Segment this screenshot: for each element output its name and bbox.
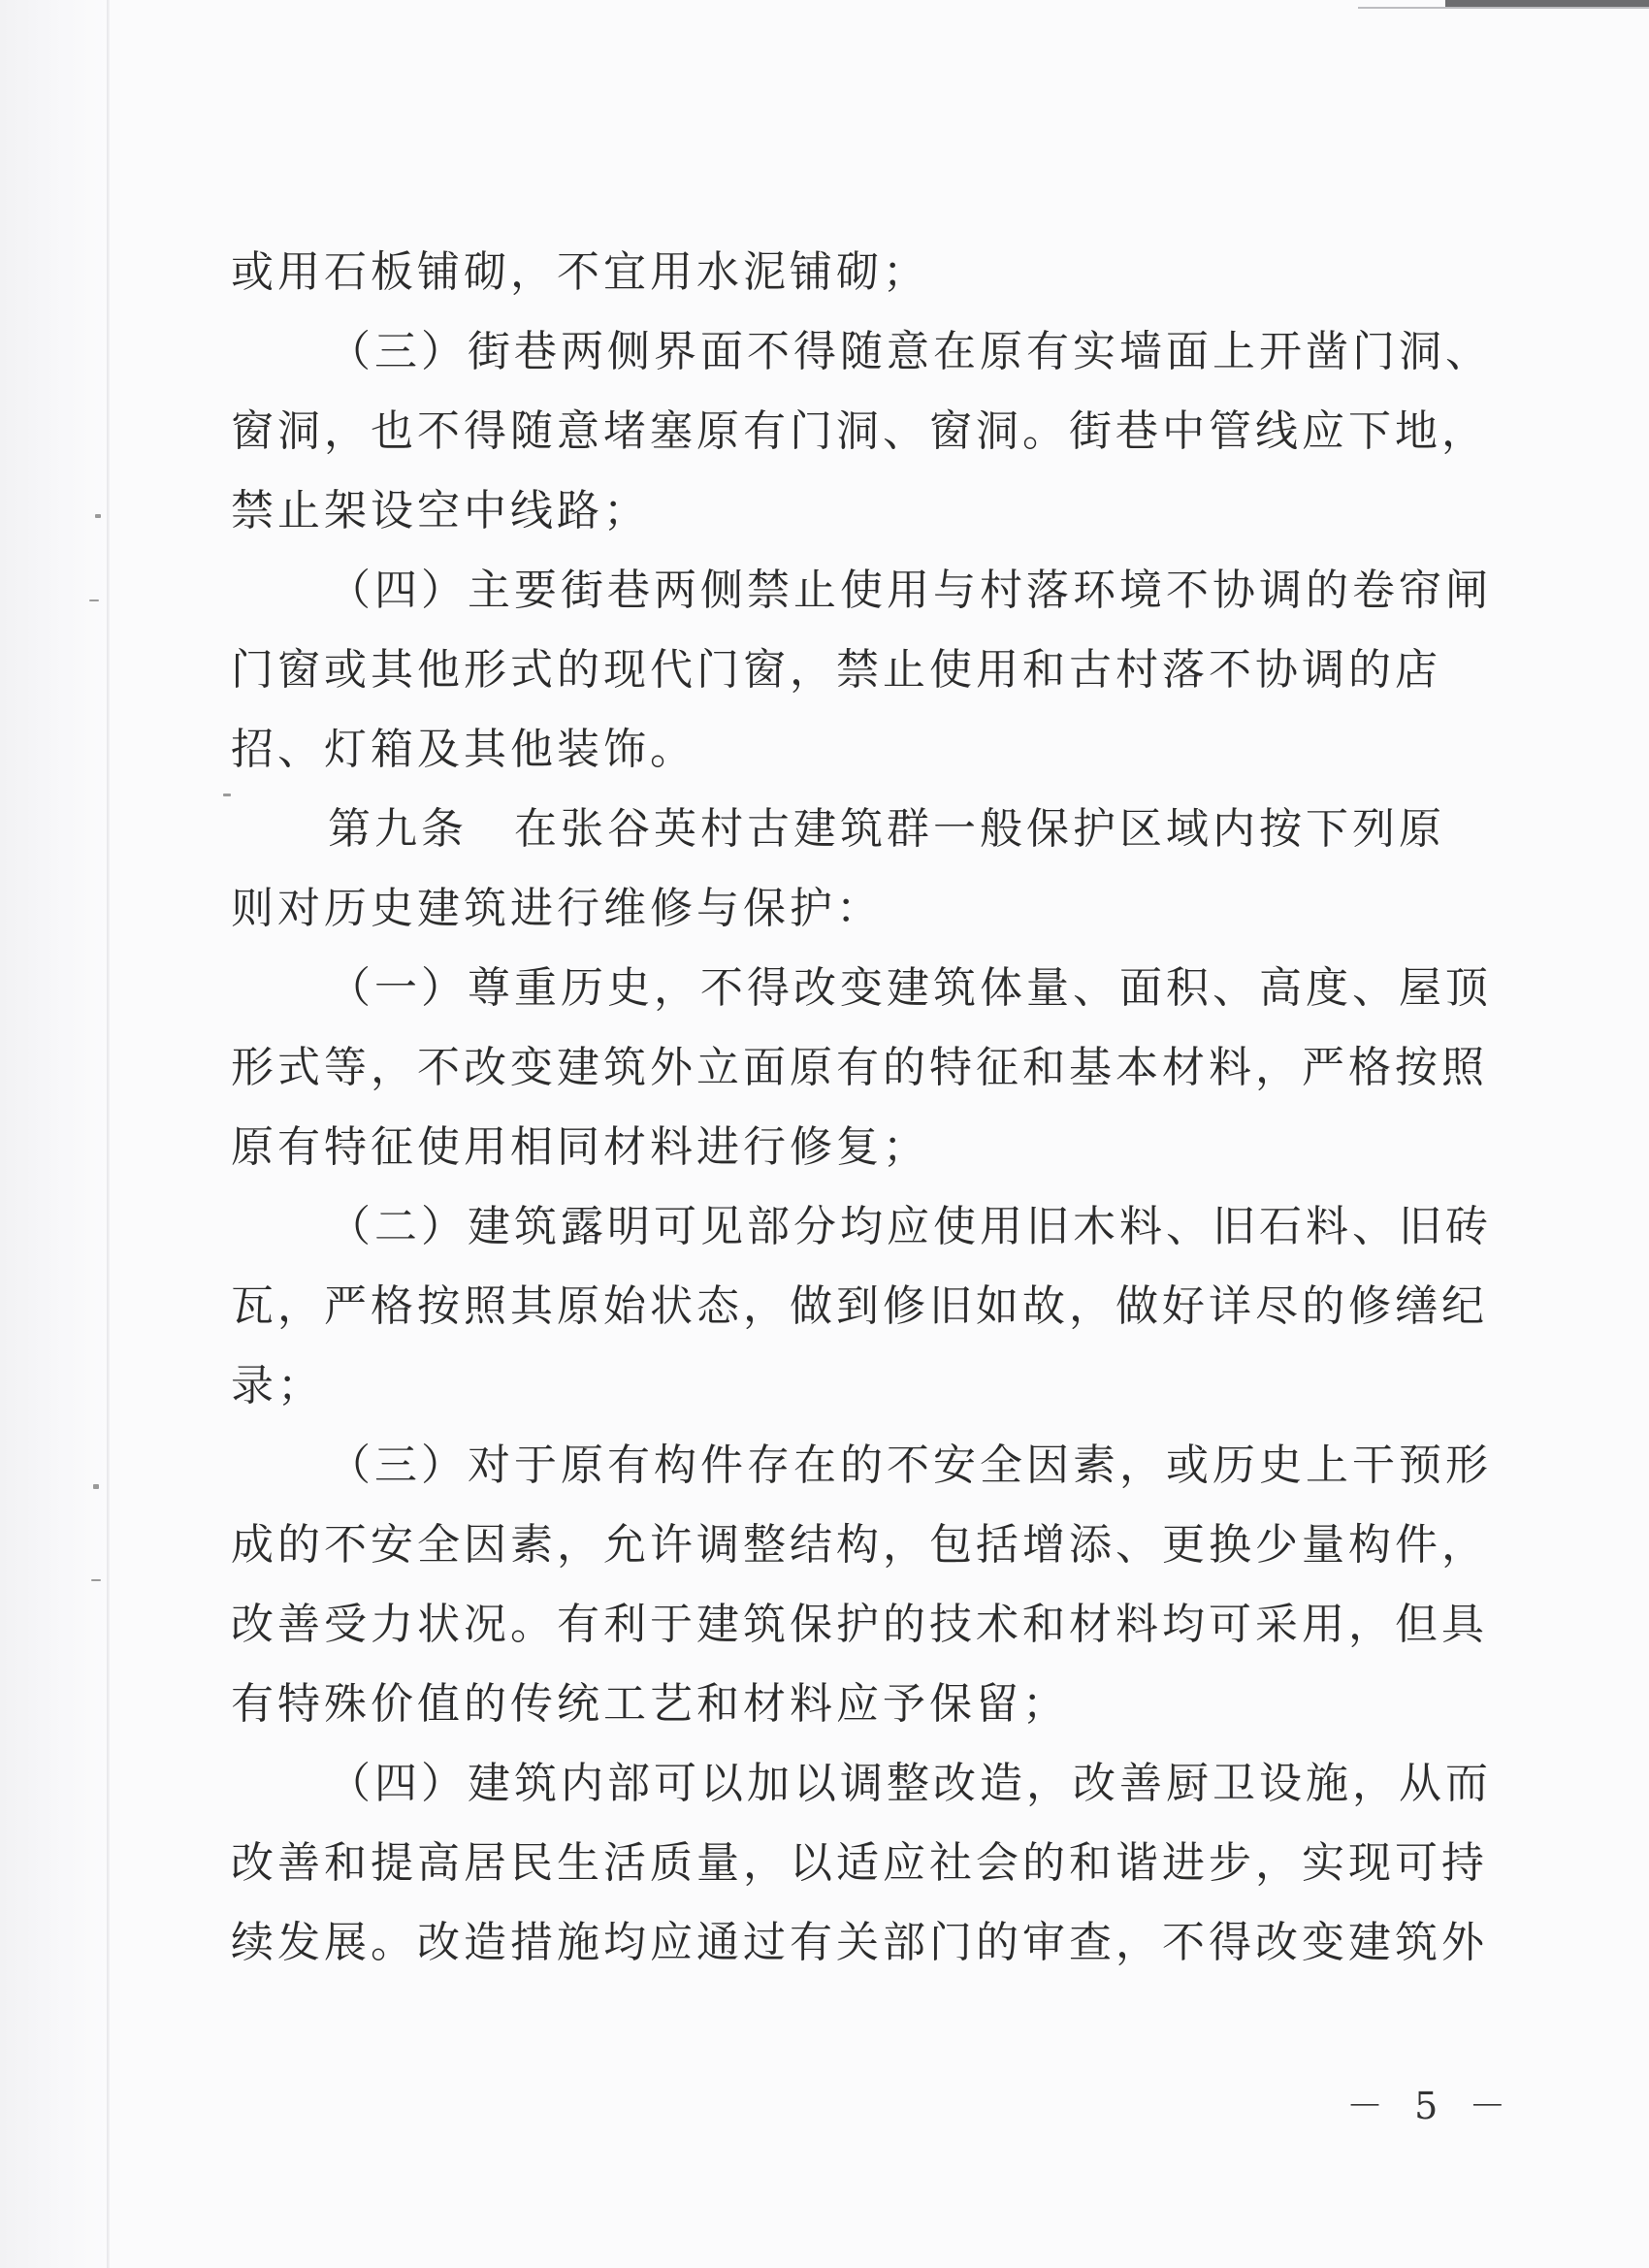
text-line: 或用石板铺砌，不宜用水泥铺砌； bbox=[231, 247, 929, 297]
scan-fold-line bbox=[107, 0, 110, 2268]
text-line: 形式等，不改变建筑外立面原有的特征和基本材料，严格按照 bbox=[231, 1043, 1488, 1092]
text-line: （一）尊重历史，不得改变建筑体量、面积、高度、屋顶 bbox=[328, 963, 1492, 1013]
scan-speck bbox=[93, 1484, 99, 1489]
text-line: （四）主要街巷两侧禁止使用与村落环境不协调的卷帘闸 bbox=[328, 566, 1492, 615]
page-number: － 5 － bbox=[1346, 2085, 1516, 2127]
scan-speck bbox=[223, 794, 231, 796]
text-line: 有特殊价值的传统工艺和材料应予保留； bbox=[231, 1679, 1069, 1729]
document-body bbox=[231, 233, 1492, 1983]
text-line: 改善受力状况。有利于建筑保护的技术和材料均可采用，但具 bbox=[231, 1600, 1488, 1649]
article-nine-heading-line: 第九条 在张谷英村古建筑群一般保护区域内按下列原 bbox=[328, 804, 1445, 854]
scan-top-edge-mark bbox=[1445, 0, 1649, 7]
scan-speck bbox=[91, 1579, 101, 1581]
text-line: 录； bbox=[231, 1361, 324, 1410]
text-line: 续发展。改造措施均应通过有关部门的审查，不得改变建筑外 bbox=[231, 1918, 1488, 1967]
scan-left-margin bbox=[0, 0, 109, 2268]
text-line: （二）建筑露明可见部分均应使用旧木料、旧石料、旧砖 bbox=[328, 1202, 1492, 1251]
text-line: 招、灯箱及其他装饰。 bbox=[231, 725, 696, 774]
text-line: （四）建筑内部可以加以调整改造，改善厨卫设施，从而 bbox=[328, 1759, 1492, 1808]
text-line: 成的不安全因素，允许调整结构，包括增添、更换少量构件， bbox=[231, 1520, 1488, 1570]
scan-speck bbox=[95, 514, 101, 518]
text-line: 则对历史建筑进行维修与保护： bbox=[231, 884, 883, 933]
text-line: 瓦，严格按照其原始状态，做到修旧如故，做好详尽的修缮纪 bbox=[231, 1281, 1488, 1331]
text-line: （三）街巷两侧界面不得随意在原有实墙面上开凿门洞、 bbox=[328, 327, 1492, 376]
scan-top-edge-line bbox=[1358, 7, 1649, 9]
text-line: 原有特征使用相同材料进行修复； bbox=[231, 1122, 929, 1172]
text-line: 门窗或其他形式的现代门窗，禁止使用和古村落不协调的店 bbox=[231, 645, 1441, 695]
text-line: 禁止架设空中线路； bbox=[231, 486, 650, 535]
scan-speck bbox=[89, 599, 99, 601]
text-line: 改善和提高居民生活质量，以适应社会的和谐进步，实现可持 bbox=[231, 1838, 1488, 1888]
text-line: 窗洞，也不得随意堵塞原有门洞、窗洞。街巷中管线应下地， bbox=[231, 406, 1488, 456]
text-line: （三）对于原有构件存在的不安全因素，或历史上干预形 bbox=[328, 1441, 1492, 1490]
